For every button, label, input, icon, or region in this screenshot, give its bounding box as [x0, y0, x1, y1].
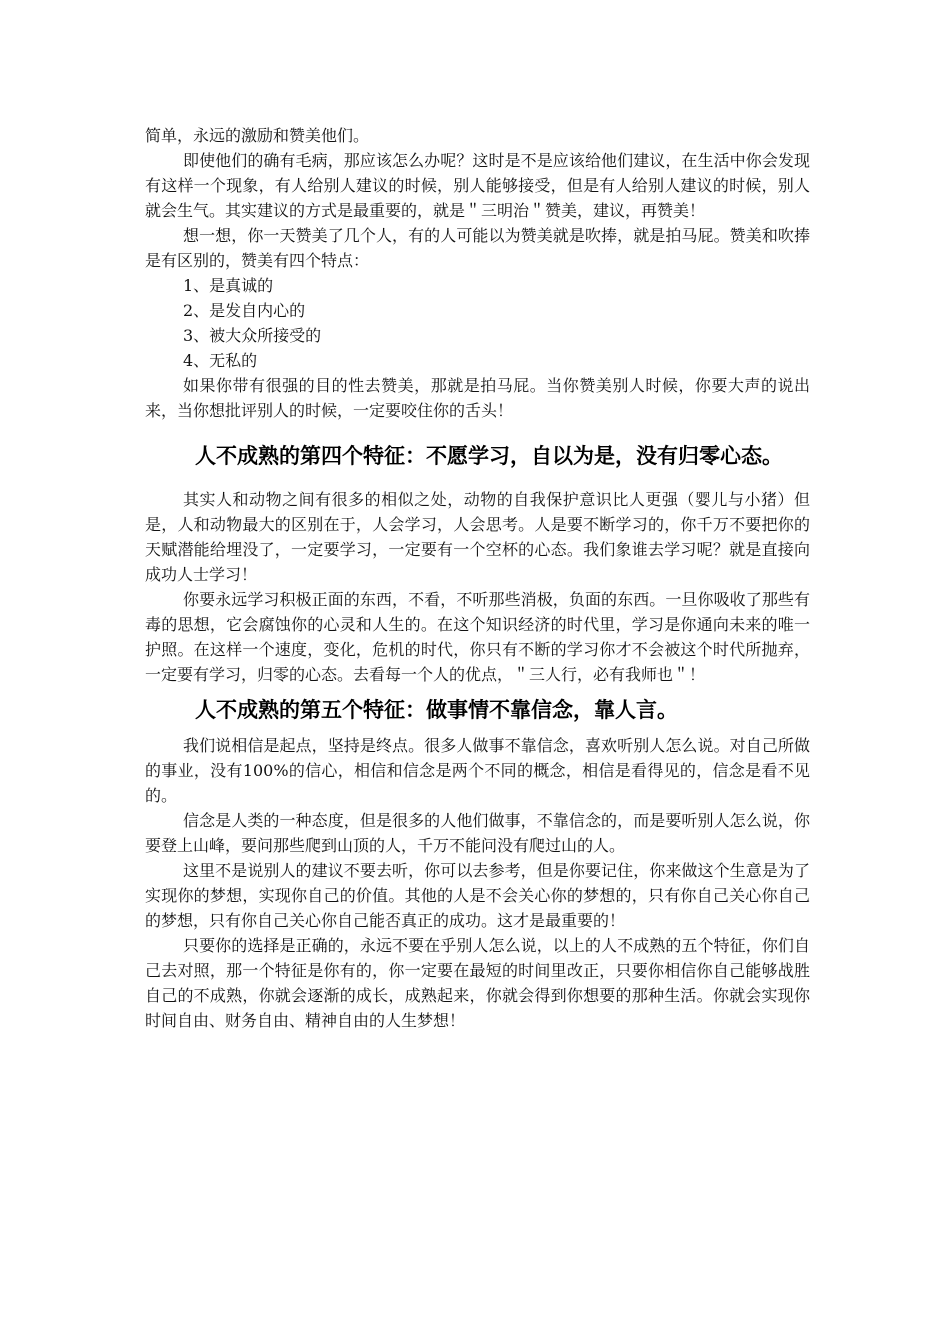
paragraph: 即使他们的确有毛病，那应该怎么办呢？这时是不是应该给他们建议，在生活中你会发现有这样一个现象，有人给别人建议的时候，别人能够接受，但是有人给别人建议的时候，别人就会生气。其实建议的方式是最重要的，就是＂三明治＂赞美，建议，再赞美！ — [145, 151, 810, 220]
paragraph: 我们说相信是起点，坚持是终点。很多人做事不靠信念，喜欢听别人怎么说。对自己所做的事业，没有100%的信心，相信和信念是两个不同的概念，相信是看得见的，信念是看不见的。 — [145, 736, 810, 805]
paragraph: 如果你带有很强的目的性去赞美，那就是拍马屁。当你赞美别人时候，你要大声的说出来，当你想批评别人的时候，一定要咬住你的舌头！ — [145, 376, 810, 420]
paragraph: 只要你的选择是正确的，永远不要在乎别人怎么说，以上的人不成熟的五个特征，你们自己去对照，那一个特征是你有的，你一定要在最短的时间里改正，只要你相信你自己能够战胜自己的不成熟，你就会逐渐的成长，成熟起来，你就会得到你想要的那种生活。你就会实现你时间自由、财务自由、精神自由的人生梦想！ — [145, 936, 810, 1030]
paragraph: 信念是人类的一种态度，但是很多的人他们做事，不靠信念的，而是要听别人怎么说，你要登上山峰，要问那些爬到山顶的人，千万不能问没有爬过山的人。 — [145, 811, 810, 855]
paragraph: 简单，永远的激励和赞美他们。 — [145, 126, 370, 145]
praise-traits-list — [145, 273, 810, 373]
list-item: 1、是真诚的 — [183, 276, 274, 295]
paragraph: 你要永远学习积极正面的东西，不看，不听那些消极，负面的东西。一旦你吸收了那些有毒的思想，它会腐蚀你的心灵和人生的。在这个知识经济的时代里，学习是你通向未来的唯一护照。在这样一个速度，变化，危机的时代，你只有不断的学习你才不会被这个时代所抛弃，一定要有学习，归零的心态。去看每一个人的优点，＂三人行，必有我师也＂！ — [145, 590, 810, 684]
document-page — [145, 123, 810, 1033]
paragraph: 想一想，你一天赞美了几个人，有的人可能以为赞美就是吹捧，就是拍马屁。赞美和吹捧是有区别的，赞美有四个特点： — [145, 226, 810, 270]
list-item: 4、无私的 — [183, 351, 258, 370]
list-item: 2、是发自内心的 — [183, 301, 306, 320]
list-item: 3、被大众所接受的 — [183, 326, 322, 345]
section-heading-5: 人不成熟的第五个特征：做事情不靠信念，靠人言。 — [195, 698, 678, 722]
paragraph: 其实人和动物之间有很多的相似之处，动物的自我保护意识比人更强（婴儿与小猪）但是，人和动物最大的区别在于，人会学习，人会思考。人是要不断学习的，你千万不要把你的天赋潜能给埋没了，一定要学习，一定要有一个空杯的心态。我们象谁去学习呢？就是直接向成功人士学习！ — [145, 490, 810, 584]
paragraph: 这里不是说别人的建议不要去听，你可以去参考，但是你要记住，你来做这个生意是为了实现你的梦想，实现你自己的价值。其他的人是不会关心你的梦想的，只有你自己关心你自己的梦想，只有你自己关心你自己能否真正的成功。这才是最重要的！ — [145, 861, 810, 930]
section-heading-4: 人不成熟的第四个特征：不愿学习，自以为是，没有归零心态。 — [195, 444, 783, 468]
